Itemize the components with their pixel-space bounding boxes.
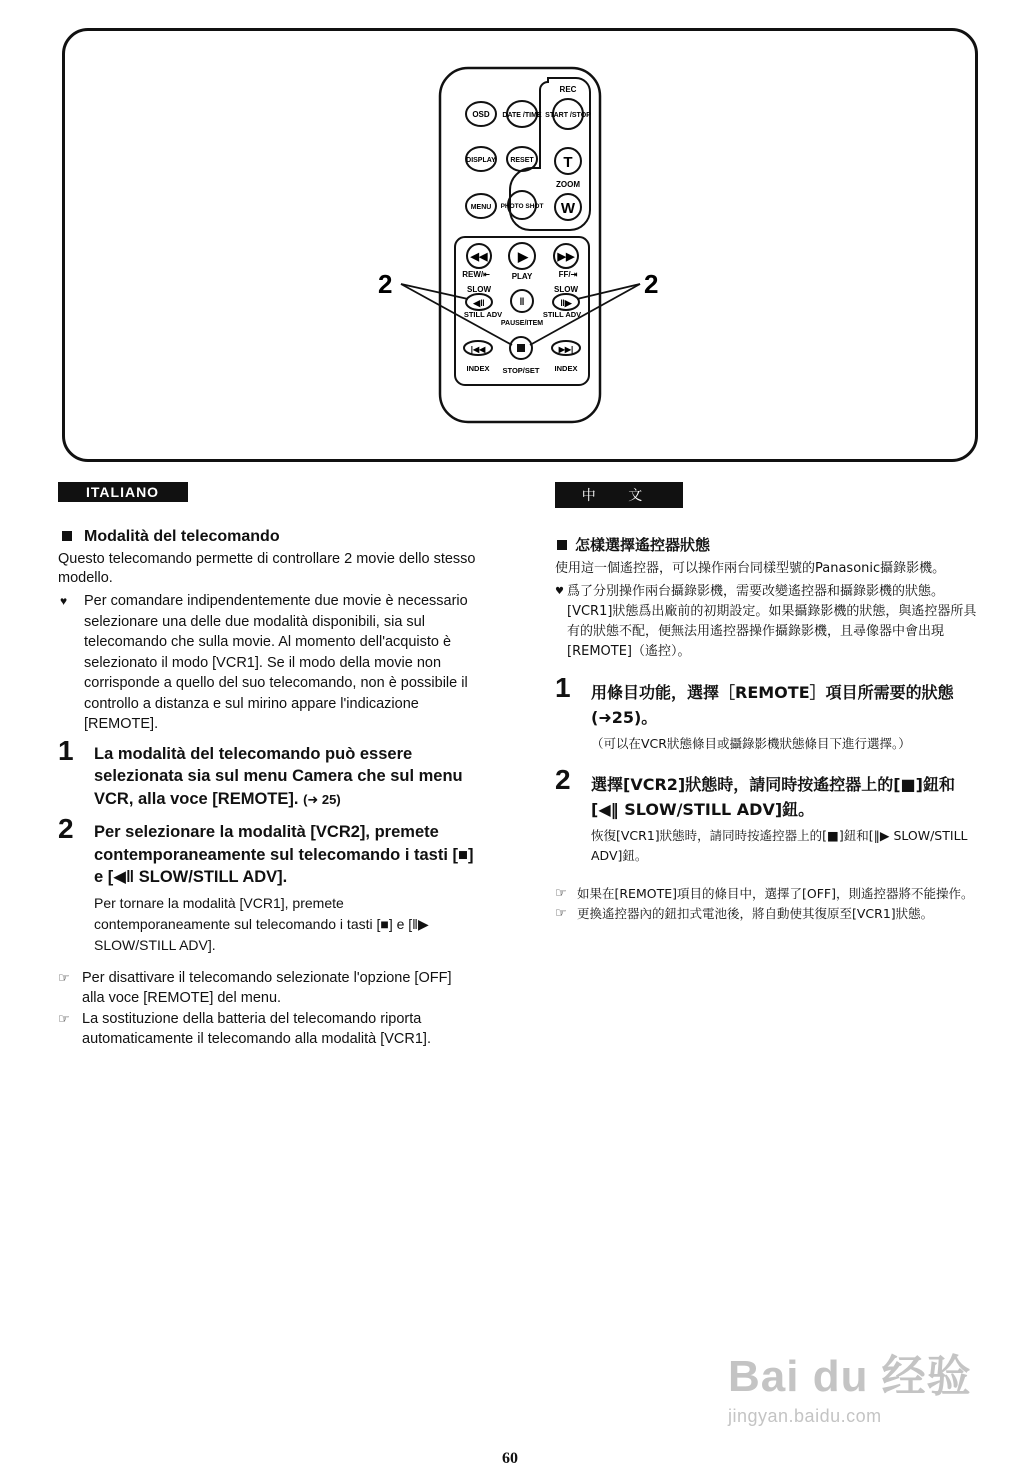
- index-left-label: INDEX: [466, 364, 490, 373]
- italian-intro: Questo telecomando permette di controllare 2 movie dello stesso modello.: [58, 551, 476, 586]
- slow-left-label: SLOW: [467, 285, 491, 294]
- index-right-label: INDEX: [554, 364, 578, 373]
- pointing-hand-icon: ☞: [555, 906, 567, 921]
- baidu-watermark: Bai du 经验 jingyan.baidu.com: [728, 1352, 972, 1426]
- heart-bullet-icon: ♥: [60, 594, 68, 608]
- italian-column: [58, 482, 478, 1050]
- italian-bullet: ♥ Per comandare indipendentemente due movie è necessario selezionare una delle due modalità disponibili, sia sul telecomando che sulla movie. Al momento dell'acquisto è selezionato il modo [VCR1]. Se il modo della movie non corrisponde a quello del suo telecomando, non è possibile il controllo a distanza e sul mirino appare l'indicazione [REMOTE].: [60, 593, 468, 732]
- pointing-hand-icon: ☞: [58, 969, 70, 985]
- svg-text:▶▶: ▶▶: [557, 251, 575, 263]
- zoom-label: ZOOM: [556, 180, 580, 189]
- svg-text:◀◀: ◀◀: [470, 251, 488, 263]
- svg-text:T: T: [563, 154, 573, 171]
- remote-control-illustration: [0, 0, 1032, 470]
- pause-label: PAUSE/ITEM: [500, 320, 544, 327]
- chinese-note-1: ☞ 如果在[REMOTE]項目的條目中，選擇了[OFF]，則遙控器將不能操作。: [555, 884, 980, 904]
- svg-text:DATE /TIME: DATE /TIME: [502, 112, 542, 119]
- svg-text:OSD: OSD: [472, 110, 490, 119]
- heart-bullet-icon: ♥: [555, 586, 564, 597]
- square-bullet-icon: [557, 540, 567, 550]
- svg-text:|◀◀: |◀◀: [470, 345, 486, 354]
- svg-text:‖: ‖: [519, 297, 525, 308]
- chinese-bullet: ♥ 爲了分別操作兩台攝錄影機，需要改變遙控器和攝錄影機的狀態。[VCR1]狀態爲出廠前的初期設定。如果攝錄影機的狀態，與遙控器所具有的狀態不配，便無法用遙控器操作攝錄影機，且尋像器中會出現[REMOTE]（遙控）。: [555, 584, 977, 659]
- callout-2-right: 2: [644, 269, 659, 299]
- stop-set-label: STOP/SET: [502, 366, 540, 375]
- square-bullet-icon: [62, 531, 72, 541]
- chinese-header: 中 文: [555, 482, 683, 508]
- rew-label: REW/⇤: [462, 270, 490, 279]
- svg-text:RESET: RESET: [510, 157, 534, 164]
- italian-header: ITALIANO: [58, 482, 188, 502]
- ff-label: FF/⇥: [558, 270, 578, 279]
- slow-right-label: SLOW: [554, 285, 578, 294]
- svg-text:MENU: MENU: [470, 204, 492, 211]
- pointing-hand-icon: ☞: [555, 886, 567, 901]
- page-number: 60: [502, 1450, 518, 1467]
- chinese-intro: 使用這一個遙控器，可以操作兩台同樣型號的Panasonic攝錄影機。: [555, 561, 946, 576]
- svg-text:▶: ▶: [518, 249, 528, 264]
- still-adv-left-label: STILL ADV: [463, 310, 503, 319]
- chinese-column: [555, 482, 980, 924]
- italian-note-1: ☞ Per disattivare il telecomando selezionate l'opzione [OFF] alla voce [REMOTE] del menu.: [58, 969, 452, 1006]
- still-adv-right-label: STILL ADV: [542, 310, 582, 319]
- italian-title: Modalità del telecomando: [58, 528, 478, 546]
- svg-text:DISPLAY: DISPLAY: [466, 157, 496, 164]
- chinese-note-2: ☞ 更換遙控器內的鈕扣式電池後，將自動使其復原至[VCR1]狀態。: [555, 904, 980, 924]
- pointing-hand-icon: ☞: [58, 1010, 70, 1026]
- svg-text:◀‖: ◀‖: [473, 298, 485, 308]
- italian-step-1: 1 La modalità del telecomando può essere selezionata sia sul menu Camera che sul menu VCR, alla voce [REMOTE]. (➜ 25): [58, 734, 463, 808]
- italian-note-2: ☞ La sostituzione della batteria del telecomando riporta automaticamente il telecomando alla modalità [VCR1].: [58, 1010, 431, 1047]
- svg-text:PHOTO SHOT: PHOTO SHOT: [500, 203, 544, 210]
- callout-2-left: 2: [378, 269, 393, 299]
- chinese-step-1: 1 用條目功能，選擇［REMOTE］項目所需要的狀態(➜25)。 （可以在VCR狀態條目或攝錄影機狀態條目下進行選擇。）: [555, 672, 954, 751]
- italian-step-2: 2 Per selezionare la modalità [VCR2], premete contemporaneamente sul telecomando i tasti [■] e [◀‖ SLOW/STILL ADV]. Per tornare la modalità [VCR1], premete contemporaneamente sul telecomando i tasti [■] e [‖▶ SLOW/STILL ADV].: [58, 813, 474, 953]
- svg-text:▶▶|: ▶▶|: [558, 345, 574, 354]
- play-label: PLAY: [511, 272, 533, 281]
- chinese-step-2: 2 選擇[VCR2]狀態時，請同時按遙控器上的[■]鈕和[◀‖ SLOW/STILL ADV]鈕。 恢復[VCR1]狀態時，請同時按遙控器上的[■]鈕和[‖▶ SLOW/STILL ADV]鈕。: [555, 764, 968, 863]
- chinese-title: 怎樣選擇遙控器狀態: [555, 534, 980, 555]
- svg-text:W: W: [560, 200, 576, 217]
- rec-label: REC: [559, 85, 577, 94]
- svg-text:START /STOP: START /STOP: [545, 112, 591, 119]
- svg-text:‖▶: ‖▶: [560, 298, 572, 308]
